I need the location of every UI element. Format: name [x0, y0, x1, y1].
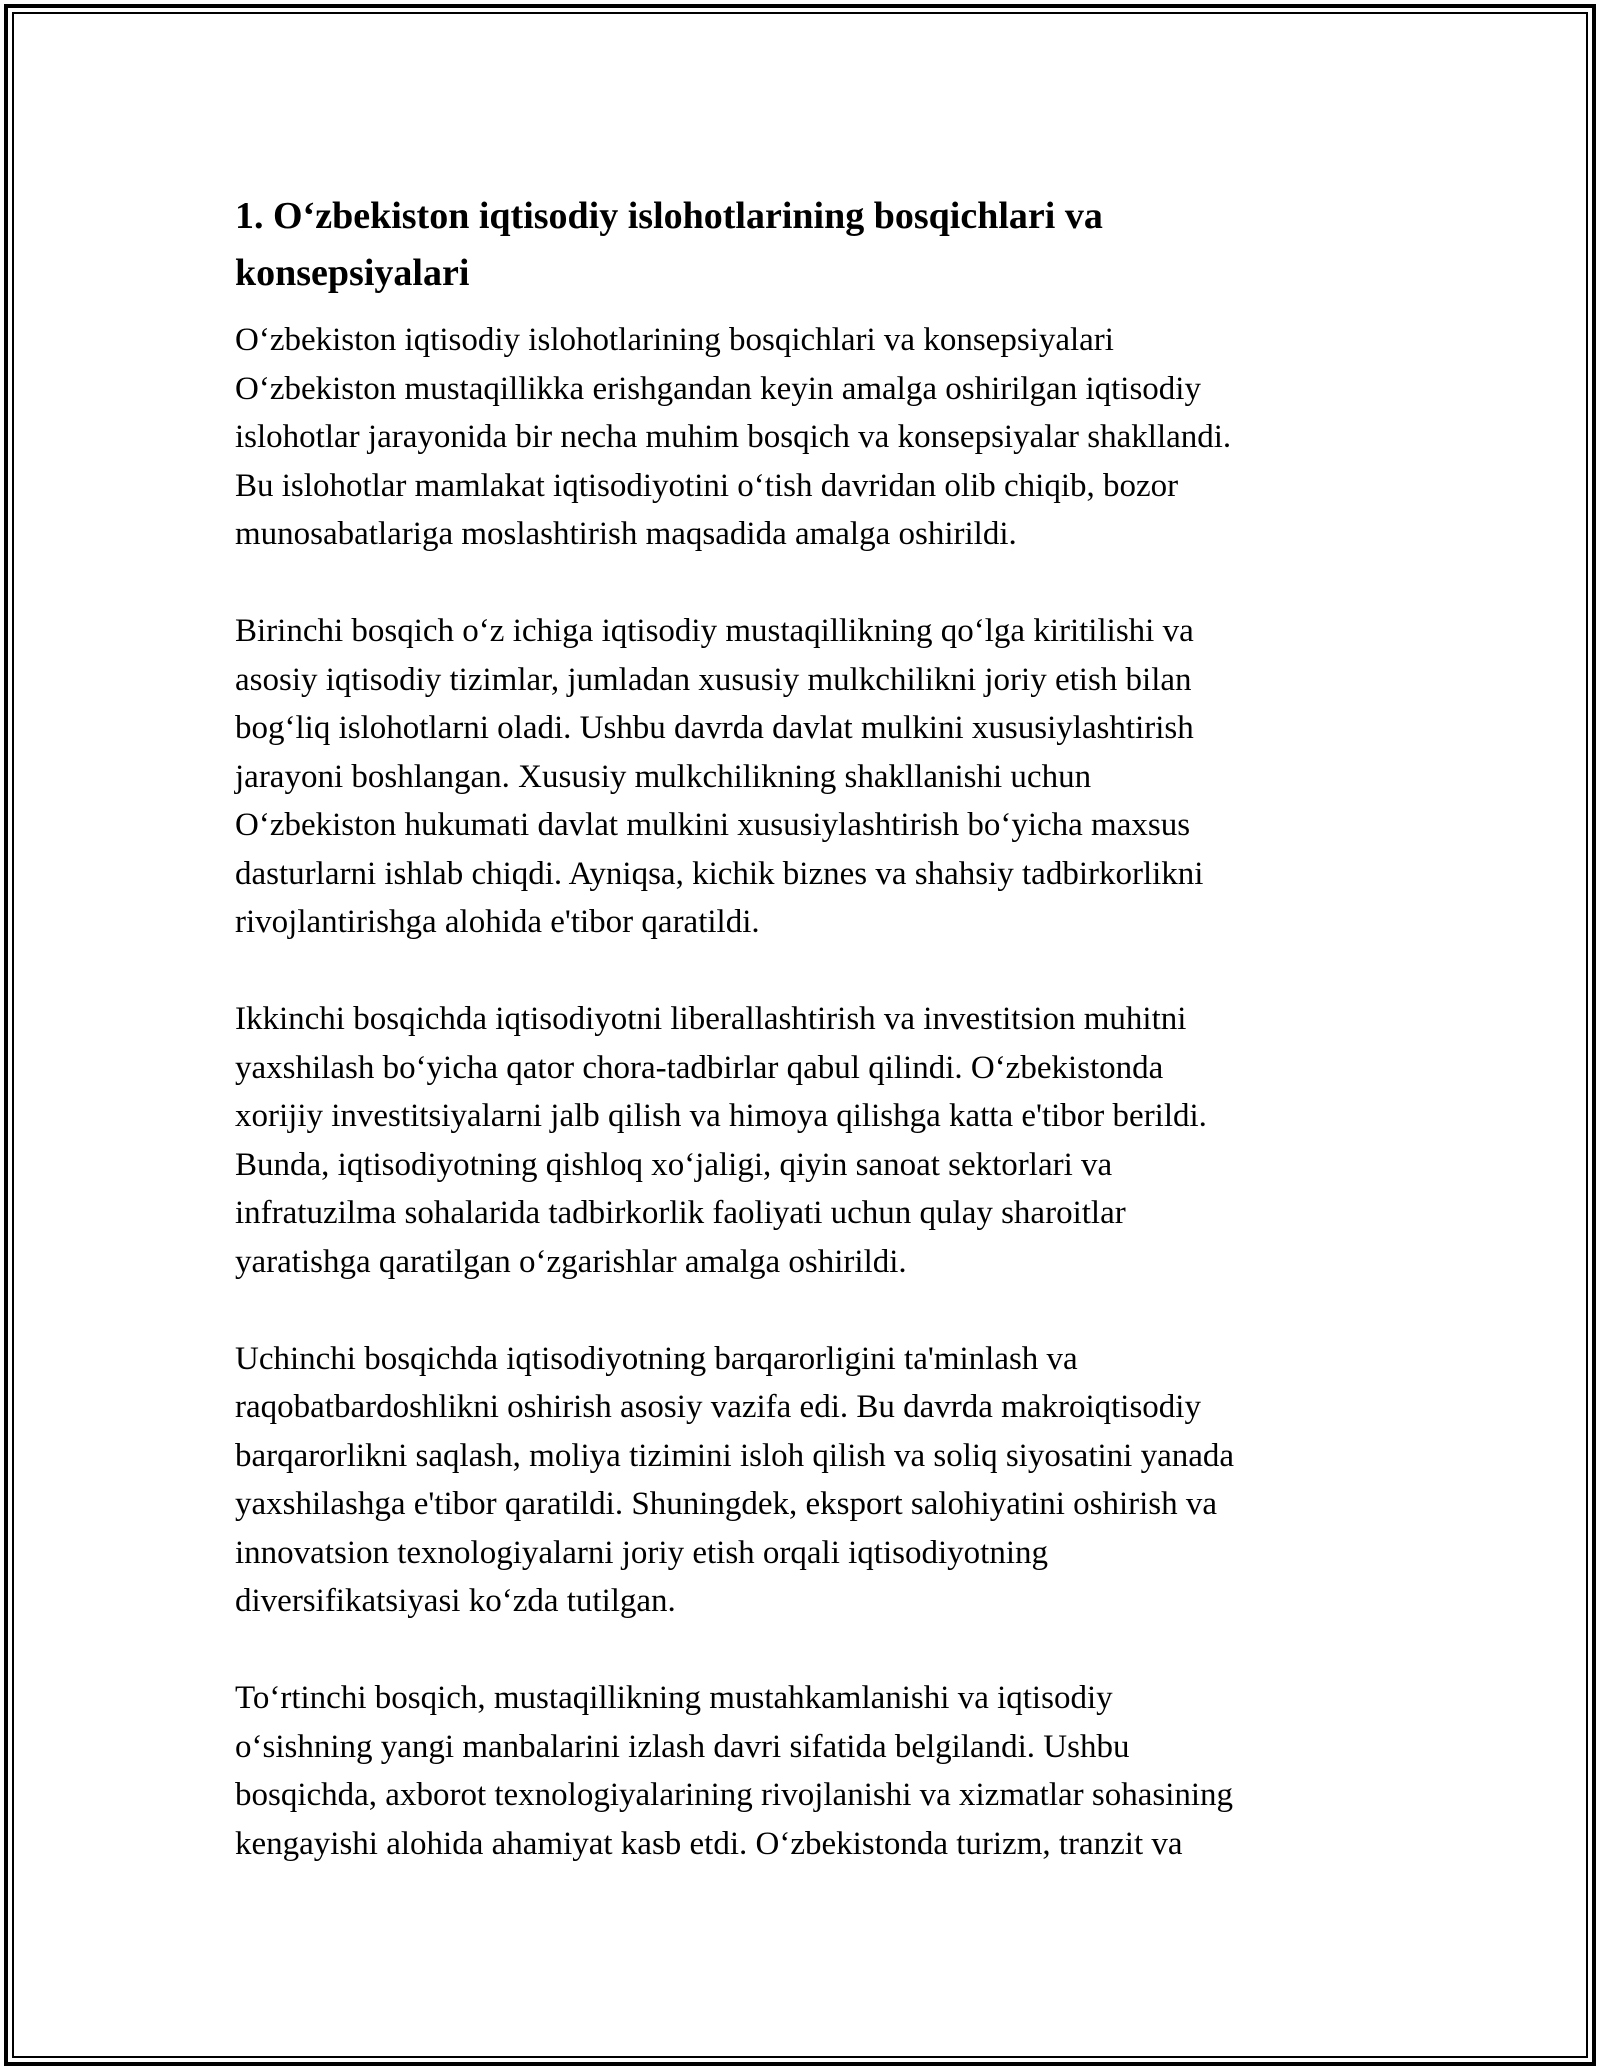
- paragraph-stage-4: To‘rtinchi bosqich, mustaqillikning mustahkamlanishi va iqtisodiy o‘sishning yangi manbalarini izlash davri sifatida belgilandi. Ushbu bosqichda, axborot texnologiyalarining rivojlanishi va xizmatlar sohasining kengayishi alohida ahamiyat kasb etdi. O‘zbekistonda turizm, tranzit va: [235, 1680, 1234, 1862]
- document-title: 1. O‘zbekiston iqtisodiy islohotlarining bosqichlari va konsepsiyalari: [235, 195, 1103, 294]
- paragraph-intro: O‘zbekiston iqtisodiy islohotlarining bosqichlari va konsepsiyalari O‘zbekiston mustaqillikka erishgandan keyin amalga oshirilgan iqtisodiy islohotlar jarayonida bir necha muhim bosqich va konsepsiyalar shakllandi. Bu islohotlar mamlakat iqtisodiyotini o‘tish davridan olib chiqib, bozor munosabatlariga moslashtirish maqsadida amalga oshirildi.: [235, 322, 1232, 552]
- paragraph-stage-3: Uchinchi bosqichda iqtisodiyotning barqarorligini ta'minlash va raqobatbardoshlikni oshirish asosiy vazifa edi. Bu davrda makroiqtisodiy barqarorlikni saqlash, moliya tizimini isloh qilish va soliq siyosatini yanada yaxshilashga e'tibor qaratildi. Shuningdek, eksport salohiyatini oshirish va innovatsion texnologiyalarni joriy etish orqali iqtisodiyotning diversifikatsiyasi ko‘zda tutilgan.: [235, 1340, 1235, 1619]
- document-body: [235, 188, 1355, 1917]
- paragraph-stage-1: Birinchi bosqich o‘z ichiga iqtisodiy mustaqillikning qo‘lga kiritilishi va asosiy iqtisodiy tizimlar, jumladan xususiy mulkchilikni joriy etish bilan bog‘liq islohotlarni oladi. Ushbu davrda davlat mulkini xususiylashtirish jarayoni boshlangan. Xususiy mulkchilikning shakllanishi uchun O‘zbekiston hukumati davlat mulkini xususiylashtirish bo‘yicha maxsus dasturlarni ishlab chiqdi. Ayniqsa, kichik biznes va shahsiy tadbirkorlikni rivojlantirishga alohida e'tibor qaratildi.: [235, 613, 1204, 940]
- paragraph-stage-2: Ikkinchi bosqichda iqtisodiyotni liberallashtirish va investitsion muhitni yaxshilash bo‘yicha qator chora-tadbirlar qabul qilindi. O‘zbekistonda xorijiy investitsiyalarni jalb qilish va himoya qilishga katta e'tibor berildi. Bunda, iqtisodiyotning qishloq xo‘jaligi, qiyin sanoat sektorlari va infratuzilma sohalarida tadbirkorlik faoliyati uchun qulay sharoitlar yaratishga qaratilgan o‘zgarishlar amalga oshirildi.: [235, 1001, 1207, 1280]
